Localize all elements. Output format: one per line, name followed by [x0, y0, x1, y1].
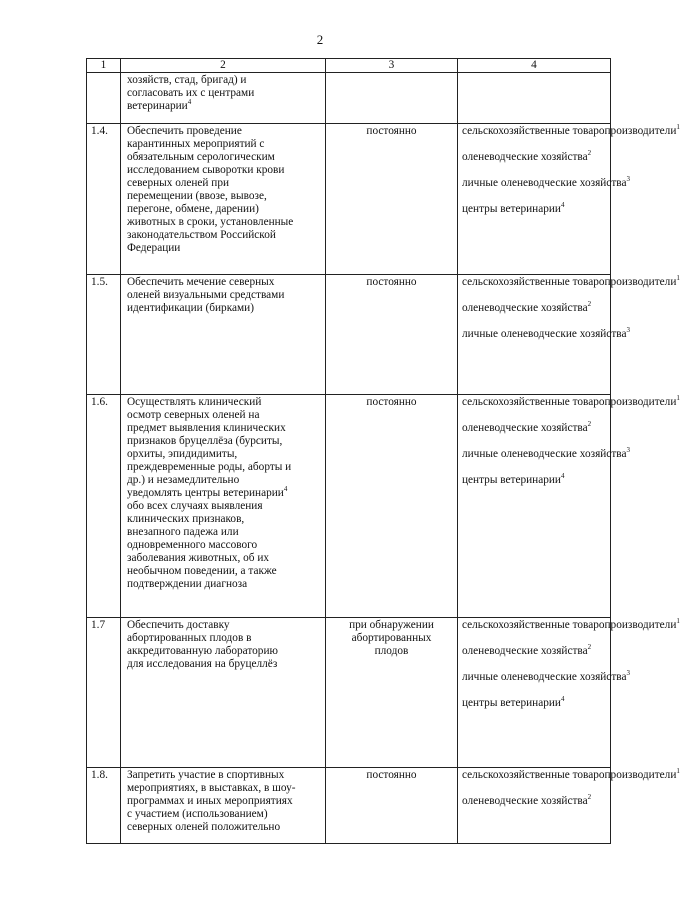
- measure-text: хозяйств, стад, бригад) и согласовать их с центрами ветеринарии$^4$: [121, 73, 326, 124]
- measure-text: Обеспечить проведение карантинных мероприятий с обязательным серологическим исследованием сыворотки крови северных оленей при перемещении (ввозе, вывозе, перегоне, обмене, дарении) животных в сроки, установленные законодательством Российской Федерации: [121, 124, 326, 275]
- responsible-entry: центры ветеринарии$^4$: [462, 695, 565, 709]
- period-cell: постоянно: [326, 768, 458, 844]
- responsible-entry: центры ветеринарии$^4$: [462, 201, 565, 215]
- period-cell: при обнаружении абортированных плодов: [326, 618, 458, 768]
- header-row: [87, 59, 611, 73]
- responsible-entry: личные оленеводческие хозяйства$^3$: [462, 669, 630, 683]
- row-number: 1.6.: [87, 395, 121, 618]
- measure-text: Запретить участие в спортивных мероприятиях, в выставках, в шоу- программах и иных мероприятиях с участием (использованием) северных оленей положительно: [121, 768, 326, 844]
- responsible-entry: оленеводческие хозяйства$^2$: [462, 793, 592, 807]
- row-number: 1.8.: [87, 768, 121, 844]
- measure-text: Осуществлять клинический осмотр северных оленей на предмет выявления клинических признаков бруцеллёза (бурситы, орхиты, эпидидимиты, преждевременные роды, аборты и др.) и незамедлительно уведомлять центры ветеринарии$^4$ обо всех случаях выявления клинических признаков, внезапного падежа или одновременного массового заболевания животных, об их необычном поведении, а также подтверждении диагноза: [121, 395, 326, 618]
- table-row: [87, 395, 611, 618]
- responsible-entry: оленеводческие хозяйства$^2$: [462, 149, 592, 163]
- responsible-entry: сельскохозяйственные товаропроизводители$^1$: [462, 394, 680, 408]
- responsible-entry: сельскохозяйственные товаропроизводители$^1$: [462, 767, 680, 781]
- table-row: [87, 124, 611, 275]
- responsible-cell: [458, 123, 680, 275]
- measure-text: Обеспечить мечение северных оленей визуальными средствами идентификации (бирками): [121, 275, 326, 395]
- header-cell: 1: [87, 59, 121, 73]
- responsible-entry: сельскохозяйственные товаропроизводители$^1$: [462, 123, 680, 137]
- measures-table: [86, 58, 680, 844]
- page-number: 2: [316, 32, 324, 47]
- responsible-cell: [458, 73, 611, 124]
- responsible-cell: [458, 274, 680, 395]
- period-cell: постоянно: [326, 124, 458, 275]
- measure-text: Обеспечить доставку абортированных плодов в аккредитованную лабораторию для исследования на бруцеллёз: [121, 618, 326, 768]
- responsible-entry: оленеводческие хозяйства$^2$: [462, 420, 592, 434]
- responsible-entry: сельскохозяйственные товаропроизводители$^1$: [462, 617, 680, 631]
- responsible-entry: оленеводческие хозяйства$^2$: [462, 300, 592, 314]
- responsible-entry: личные оленеводческие хозяйства$^3$: [462, 326, 630, 340]
- period-cell: постоянно: [326, 395, 458, 618]
- responsible-cell: [458, 617, 680, 768]
- header-cell: 2: [121, 59, 326, 73]
- table-row: [87, 618, 611, 768]
- row-number: 1.4.: [87, 124, 121, 275]
- period-cell: [326, 73, 458, 124]
- row-number: [87, 73, 121, 124]
- table-row: [87, 275, 611, 395]
- responsible-entry: сельскохозяйственные товаропроизводители$^1$: [462, 274, 680, 288]
- responsible-entry: личные оленеводческие хозяйства$^3$: [462, 446, 630, 460]
- header-cell: 4: [458, 59, 611, 73]
- responsible-entry: оленеводческие хозяйства$^2$: [462, 643, 592, 657]
- header-cell: 3: [326, 59, 458, 73]
- row-number: 1.7: [87, 618, 121, 768]
- responsible-cell: [458, 767, 680, 844]
- responsible-entry: личные оленеводческие хозяйства$^3$: [462, 175, 630, 189]
- table-row: [87, 768, 611, 844]
- responsible-cell: [458, 394, 680, 618]
- responsible-entry: центры ветеринарии$^4$: [462, 472, 565, 486]
- row-number: 1.5.: [87, 275, 121, 395]
- table-row: [87, 73, 611, 124]
- period-cell: постоянно: [326, 275, 458, 395]
